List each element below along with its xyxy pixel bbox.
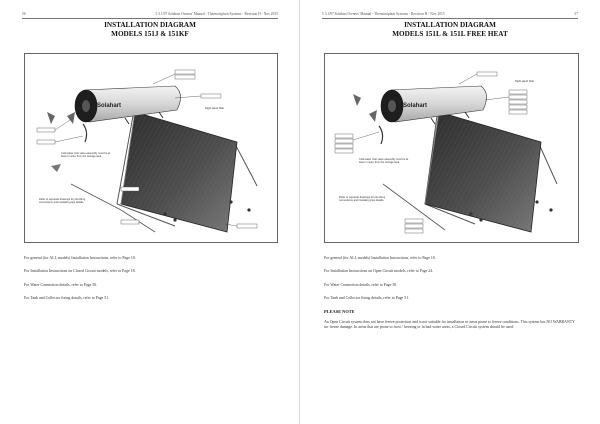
- left-note-4: For Tank and Collector fixing details, refer to Page 51.: [24, 295, 110, 300]
- please-note-text: An Open Circuit system does not have freeze protection and is not suitable for installation in areas prone to freeze conditions. This system has NO WARRANTY for freeze damage. In areas that are prone to frost / freezing or in bad water areas, a Closed Circuit system should be used.: [324, 320, 575, 330]
- right-note-2: For Installation Instructions on Open Circuit models, refer to Page 24.: [324, 269, 434, 274]
- left-refer-note: [39, 198, 91, 214]
- left-page-header: [22, 9, 278, 19]
- right-page-header: [322, 9, 578, 19]
- right-title-line2: MODELS 151L & 151L FREE HEAT: [392, 30, 508, 38]
- right-solar-collector: [425, 112, 541, 232]
- right-running-header: 5 3.1/97 Solahart Owners' Manual - Thermosiphon Systems - Revision H - Nov 2015: [322, 12, 445, 16]
- left-diagram-svg: [25, 54, 277, 242]
- left-page-title: [0, 21, 300, 39]
- right-refer-note-text: Refer to separate drawings for plumbing connections and insulating pipe details.: [339, 196, 386, 203]
- left-brand-label: Solahart: [97, 103, 122, 109]
- left-running-header: 5 3.1/97 Solahart Owners' Manual - Thermosiphon Systems - Revision H - Nov 2015: [155, 12, 278, 16]
- left-title-line2: MODELS 151J & 151KF: [111, 30, 189, 38]
- right-title-line1: INSTALLATION DIAGRAM: [404, 21, 496, 29]
- left-cold-water-note: [61, 152, 113, 174]
- right-diagram-svg: [325, 54, 578, 242]
- left-notes: [24, 256, 278, 309]
- left-storage-tank: [75, 86, 181, 124]
- right-note-4: For Tank and Collector fixing details, refer to Page 51.: [324, 295, 410, 300]
- left-solar-collector: [121, 112, 237, 232]
- left-page-number: 56: [22, 12, 26, 16]
- right-notes: [324, 256, 578, 339]
- right-note-3: For Water Connection details, refer to Page 50.: [324, 282, 398, 287]
- left-refer-note-text: Refer to separate drawings for plumbing connections and insulating pipe details.: [39, 198, 86, 205]
- right-page-title: [300, 21, 600, 39]
- left-note-1: For general (for ALL models) Installation Instructions, refer to Page 10.: [24, 256, 136, 260]
- right-refer-note: [339, 196, 391, 212]
- right-page: [300, 0, 600, 424]
- left-cold-water-note-text: Cold water inlet valve assembly must be at least 1 metre from the storage tank.: [61, 152, 111, 159]
- right-side-label: Right Hand Side: [515, 80, 534, 83]
- right-page-number: 57: [574, 12, 578, 16]
- right-note-1: For general (for ALL models) Installation Instructions, refer to Page 10.: [324, 256, 436, 260]
- left-note-2: For Installation Instructions on Closed Circuit models, refer to Page 18.: [24, 269, 136, 274]
- right-storage-tank: [381, 86, 487, 124]
- please-note-heading: PLEASE NOTE: [324, 309, 355, 315]
- right-cold-water-note: [359, 158, 411, 180]
- left-installation-diagram: [24, 53, 278, 243]
- left-side-label: Right Hand Side: [205, 107, 224, 110]
- right-installation-diagram: [324, 53, 579, 243]
- right-brand-label: Solahart: [403, 103, 428, 109]
- right-cold-water-note-text: Cold water inlet valve assembly must be at least 1 metre from the storage tank.: [359, 158, 409, 165]
- left-title-line1: INSTALLATION DIAGRAM: [104, 21, 196, 29]
- left-note-3: For Water Connection details, refer to Page 50.: [24, 282, 98, 287]
